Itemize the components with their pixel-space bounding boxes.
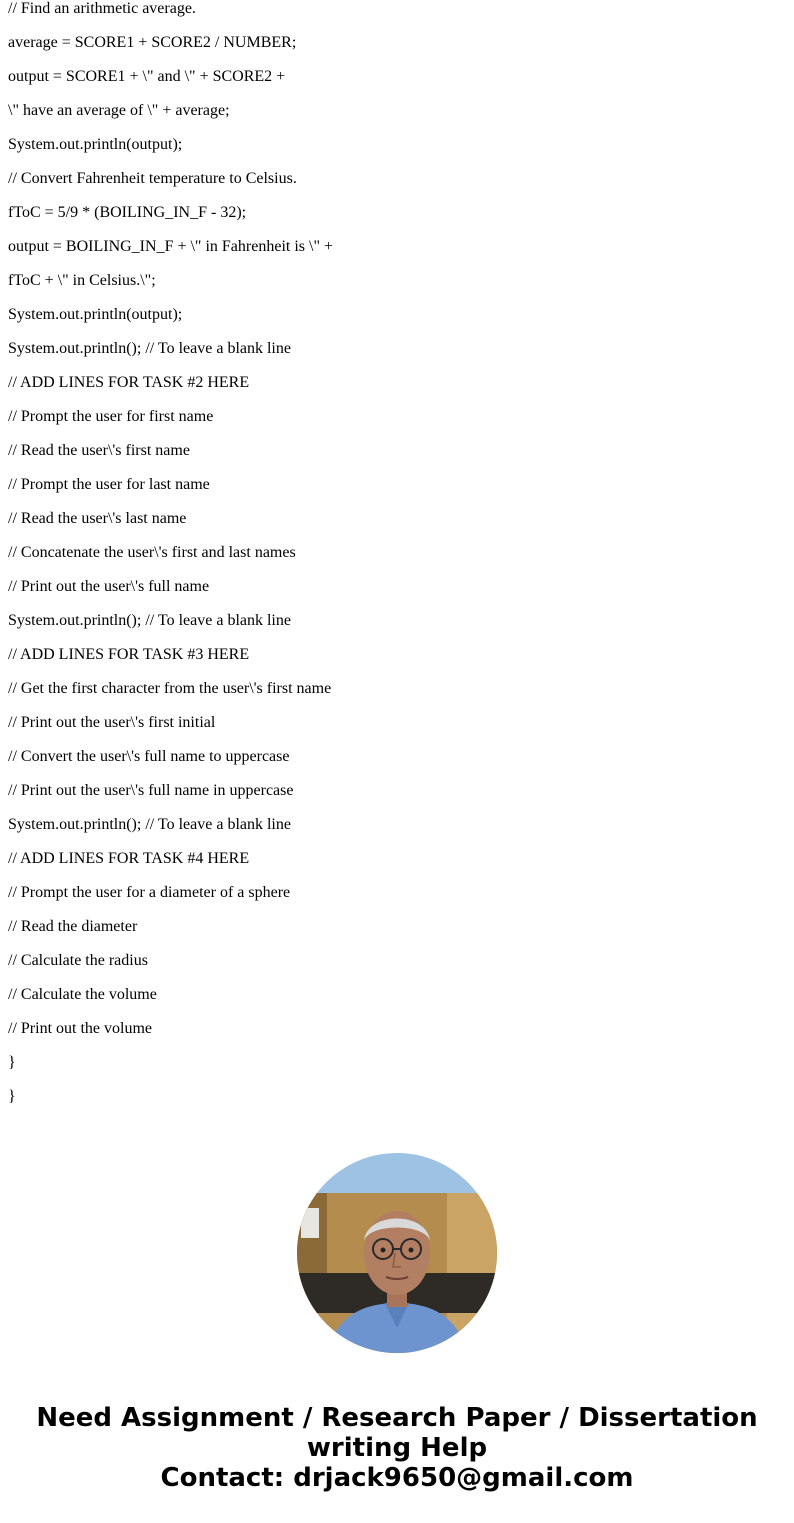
code-line: // Print out the user\'s full name in uppercase	[8, 782, 294, 799]
code-line: // Read the diameter	[8, 918, 138, 935]
code-line: // Print out the user\'s full name	[8, 578, 210, 595]
code-line: // Get the first character from the user\'s first name	[8, 680, 332, 697]
code-line: System.out.println(); // To leave a blank line	[8, 612, 291, 629]
code-line: // Concatenate the user\'s first and last names	[8, 544, 296, 561]
code-line: // Calculate the radius	[8, 952, 148, 969]
promo-headline: Need Assignment / Research Paper / Dissertation	[36, 1403, 758, 1433]
code-line: System.out.println(output);	[8, 306, 183, 323]
code-line: System.out.println(); // To leave a blank line	[8, 816, 291, 833]
code-line: // Convert the user\'s full name to uppercase	[8, 748, 290, 765]
code-line: // Read the user\'s first name	[8, 442, 190, 459]
code-line: // ADD LINES FOR TASK #4 HERE	[8, 850, 250, 867]
code-line: // Find an arithmetic average.	[8, 0, 196, 17]
promo-subheadline: writing Help	[306, 1433, 488, 1463]
code-line: // Read the user\'s last name	[8, 510, 187, 527]
code-line: System.out.println(); // To leave a blank line	[8, 340, 291, 357]
code-listing	[8, 0, 333, 1121]
author-photo	[297, 1153, 497, 1353]
code-line: // Calculate the volume	[8, 986, 157, 1003]
author-photo-illustration	[297, 1153, 497, 1353]
code-line: output = BOILING_IN_F + \" in Fahrenheit is \" +	[8, 238, 333, 255]
code-line: \" have an average of \" + average;	[8, 102, 230, 119]
code-line: // Print out the user\'s first initial	[8, 714, 216, 731]
code-line: // Prompt the user for first name	[8, 408, 214, 425]
code-line: fToC = 5/9 * (BOILING_IN_F - 32);	[8, 204, 247, 221]
code-line: fToC + \" in Celsius.\";	[8, 272, 156, 289]
code-line: // ADD LINES FOR TASK #2 HERE	[8, 374, 250, 391]
code-line: // ADD LINES FOR TASK #3 HERE	[8, 646, 250, 663]
code-line: average = SCORE1 + SCORE2 / NUMBER;	[8, 34, 297, 51]
code-line: // Prompt the user for a diameter of a sphere	[8, 884, 291, 901]
code-line: }	[8, 1088, 16, 1105]
code-line: // Convert Fahrenheit temperature to Celsius.	[8, 170, 297, 187]
code-line: // Prompt the user for last name	[8, 476, 210, 493]
code-line: }	[8, 1054, 16, 1071]
code-line: System.out.println(output);	[8, 136, 183, 153]
code-line: // Print out the volume	[8, 1020, 152, 1037]
code-line: output = SCORE1 + \" and \" + SCORE2 +	[8, 68, 286, 85]
promo-banner	[0, 1403, 794, 1493]
promo-contact: Contact: drjack9650@gmail.com	[160, 1463, 634, 1493]
